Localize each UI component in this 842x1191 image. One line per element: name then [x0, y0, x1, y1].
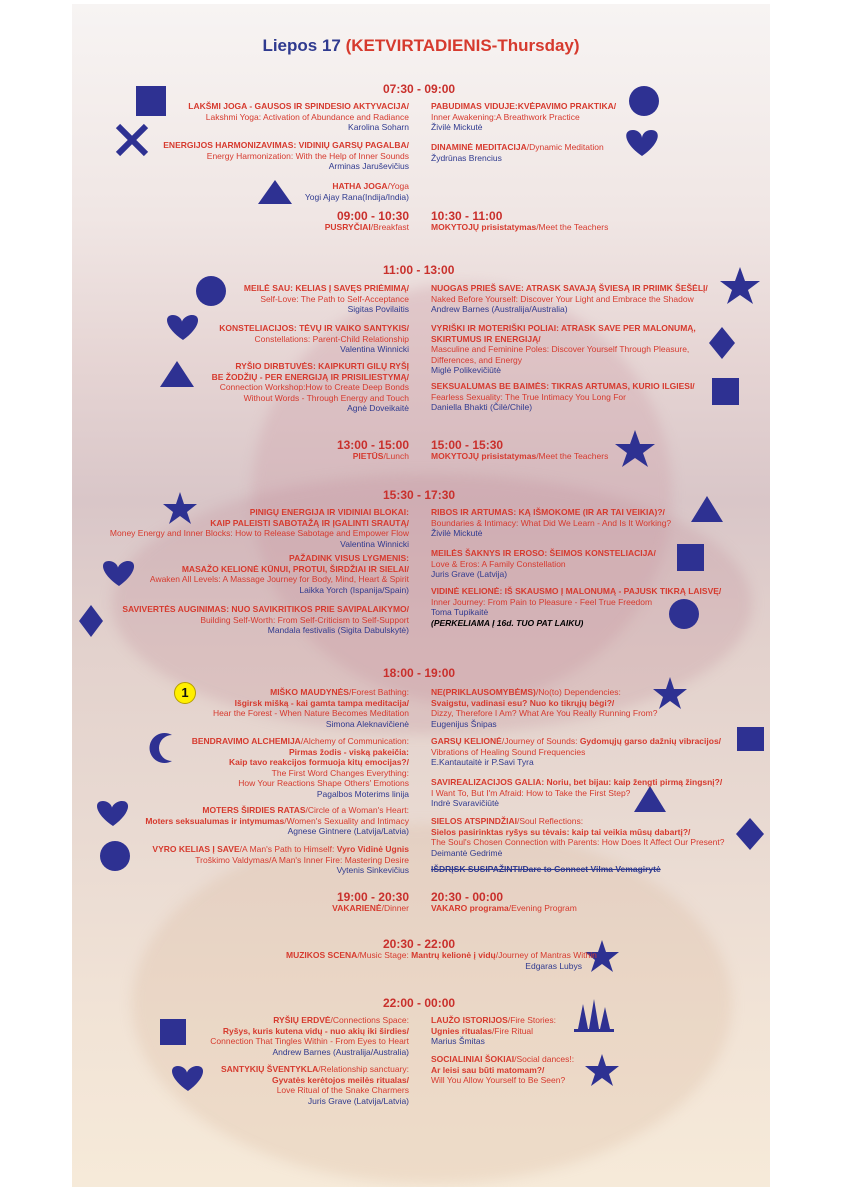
- time-slot-2200: 22:00 - 00:00: [383, 996, 456, 1010]
- session-title: VAKARIENĖ: [332, 903, 382, 913]
- time-slot-1030: 10:30 - 11:00: [431, 209, 503, 223]
- session-title-en: /Connections Space:: [330, 1015, 409, 1025]
- session-title: PABUDIMAS VIDUJE:KVĖPAVIMO PRAKTIKA/: [431, 101, 617, 111]
- session-meet-teachers: [431, 222, 608, 233]
- session-self-realization: [431, 777, 722, 809]
- square-icon: [737, 727, 764, 751]
- session-subtitle-en: /Fire Ritual: [491, 1025, 534, 1036]
- session-money-energy: [110, 507, 409, 549]
- square-icon: [677, 544, 704, 571]
- session-teacher: Juris Grave (Latvija): [431, 569, 508, 580]
- session-subtitle: /Meet the Teachers: [536, 451, 609, 461]
- heart-icon: [626, 130, 658, 156]
- session-title: SANTYKIŲ ŠVENTYKLA: [220, 1064, 319, 1074]
- session-title: VYRO KELIAS Į SAVE: [152, 844, 240, 854]
- session-self-worth: [122, 604, 409, 636]
- session-subtitle: I Want To, But I'm Afraid: How to Take the First Step?: [431, 787, 631, 798]
- session-subtitle: /Dynamic Meditation: [526, 142, 604, 152]
- session-no-dependencies: [431, 687, 657, 729]
- session-subtitle-en: /Women's Sexuality and Intimacy: [284, 815, 409, 826]
- session-title: VYRIŠKI IR MOTERIŠKI POLIAI: ATRASK SAVE PER MALONUMĄ,: [431, 323, 696, 333]
- title-date: Liepos 17: [262, 36, 341, 55]
- session-fearless-sexuality: [431, 381, 695, 413]
- session-teacher: Marius Šmitas: [431, 1036, 485, 1047]
- schedule-poster: [72, 4, 770, 1187]
- session-teacher: Valentina Winnicki: [340, 344, 409, 355]
- session-title: SEKSUALUMAS BE BAIMĖS: TIKRAS ARTUMAS, KURIO ILGIESI/: [431, 381, 695, 391]
- diamond-icon: [709, 327, 735, 359]
- session-subtitle: Naked Before Yourself: Discover Your Light and Embrace the Shadow: [431, 293, 694, 304]
- star-icon: [653, 677, 687, 709]
- session-note: (PERKELIAMA Į 16d. TUO PAT LAIKU): [431, 617, 584, 628]
- session-teacher: Toma Tupikaitė: [431, 607, 489, 618]
- session-lakshmi-yoga: [188, 101, 409, 133]
- session-masculine-feminine: [431, 323, 696, 376]
- session-title: MEILĖ SAU: KELIAS Į SAVĘS PRIĖMIMĄ/: [243, 283, 409, 293]
- session-subtitle: Connection Workshop:How to Create Deep Bonds: [219, 382, 409, 393]
- session-title: RYŠIO DIRBTUVĖS: KAIPKURTI GILŲ RYŠĮ: [235, 361, 409, 371]
- session-title-line2: SKIRTUMUS IR ENERGIJĄ/: [431, 333, 541, 344]
- session-title-line2: BE ŽODŽIŲ - PER ENERGIJĄ IR PRISILIESTYMĄ/: [211, 371, 409, 382]
- session-subtitle: Self-Love: The Path to Self-Acceptance: [260, 293, 409, 304]
- session-title: VAKARO programa: [431, 903, 509, 913]
- session-teacher: Edgaras Lubys: [525, 960, 582, 971]
- session-subtitle: Pirmas žodis - viską pakeičia:: [288, 746, 409, 757]
- time-slot-2030: 20:30 - 00:00: [431, 890, 504, 904]
- session-subtitle: /Journey of Mantras Within: [495, 950, 597, 960]
- session-title-en: /Soul Reflections:: [516, 816, 584, 826]
- square-icon: [160, 1019, 186, 1045]
- star-icon: [615, 430, 655, 467]
- session-teacher: Živilė Mickutė: [431, 528, 483, 539]
- star-icon: [720, 267, 760, 304]
- circle-icon: [100, 841, 130, 871]
- session-subtitle: Moters seksualumas ir intymumas: [145, 815, 285, 826]
- session-alchemy-communication: [192, 736, 409, 800]
- session-subtitle: Love & Eros: A Family Constellation: [431, 558, 566, 569]
- time-slot-1300: 13:00 - 15:00: [336, 438, 409, 452]
- session-teacher: Sigitas Povilaitis: [347, 304, 409, 315]
- session-title: PIETŪS: [352, 451, 384, 461]
- session-title: NE(PRIKLAUSOMYBĖMS): [431, 687, 536, 697]
- fire-icon: [574, 999, 614, 1032]
- session-subtitle: Masculine and Feminine Poles: Discover Yourself Through Pleasure,: [431, 344, 690, 355]
- triangle-icon: [691, 496, 723, 522]
- session-mans-path: [152, 844, 409, 876]
- session-title: MIŠKO MAUDYNĖS: [270, 687, 349, 697]
- session-subtitle: Lakshmi Yoga: Activation of Abundance and Radiance: [205, 111, 409, 122]
- session-title: PINIGŲ ENERGIJA IR VIDINIAI BLOKAI:: [249, 507, 409, 517]
- session-subtitle: Ugnies ritualas: [431, 1025, 492, 1036]
- session-subtitle: Constellations: Parent-Child Relationship: [254, 333, 409, 344]
- session-title-en: /No(to) Dependencies:: [535, 687, 621, 697]
- session-energy-harmonization: [163, 140, 409, 172]
- session-teacher: Mandala festivalis (Sigita Dabulskytė): [267, 625, 409, 636]
- session-title: NUOGAS PRIEŠ SAVE: ATRASK SAVAJĄ ŠVIESĄ IR PRIIMK ŠEŠĖLĮ/: [431, 283, 708, 293]
- session-title-en: /Relationship sanctuary:: [318, 1064, 409, 1074]
- session-title-en: /Social dances!:: [514, 1054, 575, 1064]
- session-subtitle: Troškimo Valdymas/A Man's Inner Fire: Mastering Desire: [195, 854, 409, 865]
- cross-icon: [118, 126, 146, 154]
- session-title-en: /Journey of Sounds:: [501, 736, 580, 746]
- session-connection-workshop: [212, 361, 409, 414]
- session-lunch: [353, 451, 409, 462]
- session-subtitle-en: Will You Allow Yourself to Be Seen?: [431, 1075, 566, 1086]
- session-title-line2: MASAŽO KELIONĖ KŪNUI, PROTUI, ŠIRDŽIAI IR SIELAI/: [181, 563, 409, 574]
- session-awaken-all-levels: [150, 553, 409, 595]
- session-teacher: Andrew Barnes (Australija/Australia): [272, 1046, 409, 1057]
- heart-icon: [103, 561, 134, 586]
- session-title: SAVIVERTĖS AUGINIMAS: NUO SAVIKRITIKOS PRIE SAVIPALAIKYMO/: [122, 604, 409, 614]
- session-subtitle: Awaken All Levels: A Massage Journey for Body, Mind, Heart & Spirit: [149, 574, 409, 585]
- session-subtitle: Ar leisi sau būti matomam?/: [431, 1064, 545, 1075]
- session-subtitle-en-line2: How Your Reactions Shape Others' Emotions: [238, 778, 409, 789]
- session-teacher: E.Kantautaitė ir P.Savi Tyra: [431, 757, 534, 768]
- session-subtitle: /Yoga: [387, 181, 409, 191]
- session-teacher: Agnė Doveikaitė: [347, 403, 409, 414]
- session-title: KONSTELIACIJOS: TĖVŲ IR VAIKO SANTYKIS/: [219, 323, 409, 333]
- session-subtitle: Money Energy and Inner Blocks: How to Release Sabotage and Empower Flow: [109, 528, 409, 539]
- session-teacher: Andrew Barnes (Australija/Australia): [431, 304, 568, 315]
- session-subtitle: Svaigstu, vadinasi esu? Nuo ko tikrųjų bėgi?/: [431, 697, 615, 708]
- session-title: RYŠIŲ ERDVĖ: [273, 1015, 331, 1025]
- session-teacher: Simona Aleknavičienė: [325, 718, 409, 729]
- session-title-part2: Noriu, bet bijau: kaip žengti pirmą žingsnį?/: [546, 777, 723, 787]
- session-teacher: Miglė Polikevičiūtė: [431, 365, 501, 376]
- session-subtitle: /Breakfast: [370, 222, 409, 232]
- session-title: MOTERS ŠIRDIES RATAS: [202, 805, 306, 815]
- session-title-en: /A Man's Path to Himself:: [239, 844, 337, 854]
- session-title: MOKYTOJŲ prisistatymas: [431, 222, 537, 232]
- session-title-line2: KAIP PALEISTI SABOTAŽĄ IR ĮGALINTI SRAUTĄ/: [210, 517, 409, 528]
- session-dynamic-meditation: [431, 142, 604, 163]
- session-soul-reflections: [431, 816, 724, 858]
- session-love-eros: [431, 548, 656, 580]
- session-title-part2: Mantrų kelionė į vidų: [411, 950, 496, 960]
- session-teacher: Indrė Svaravičiūtė: [431, 798, 500, 809]
- square-icon: [712, 378, 739, 405]
- session-constellations: [219, 323, 409, 355]
- session-subtitle-line2: Kaip tavo reakcijos formuoja kitų emocijas?/: [229, 757, 409, 768]
- session-title: SOCIALINIAI ŠOKIAI: [431, 1054, 515, 1064]
- star-icon: [585, 1054, 619, 1086]
- session-teacher: Vytenis Sinkevičius: [336, 865, 409, 876]
- session-teacher: Valentina Winnicki: [340, 538, 409, 549]
- session-dinner: [332, 903, 409, 914]
- session-inner-awakening: [431, 101, 616, 133]
- session-title: PAŽADINK VISUS LYGMENIS:: [289, 553, 409, 563]
- time-slot-1500: 15:00 - 15:30: [431, 438, 504, 452]
- triangle-icon: [160, 361, 194, 387]
- session-dare-to-connect-cancelled: [431, 864, 661, 875]
- session-title-part2: Vyro Vidinė Ugnis: [336, 844, 409, 854]
- session-title-en: /Music Stage:: [357, 950, 412, 960]
- session-teacher: Yogi Ajay Rana(Indija/India): [304, 191, 409, 202]
- session-subtitle: Boundaries & Intimacy: What Did We Learn - And Is It Working?: [431, 517, 672, 528]
- session-title: SIELOS ATSPINDŽIAI: [431, 816, 517, 826]
- session-title-en: /Forest Bathing:: [348, 687, 409, 697]
- time-slot-0730: 07:30 - 09:00: [383, 82, 456, 96]
- session-naked-before-yourself: [431, 283, 708, 315]
- session-subtitle-line2: Differences, and Energy: [431, 354, 523, 365]
- session-teacher: Pagalbos Moterims linija: [316, 788, 409, 799]
- session-title: RIBOS IR ARTUMAS: KĄ IŠMOKOME (IR AR TAI VEIKIA)?/: [431, 507, 665, 517]
- session-self-love: [244, 283, 409, 315]
- session-title: PUSRYČIAI: [324, 222, 371, 232]
- session-subtitle: /Lunch: [383, 451, 409, 461]
- session-subtitle: Ryšys, kuris kutena vidų - nuo akių iki širdies/: [222, 1025, 409, 1036]
- session-relationship-sanctuary: [221, 1064, 409, 1106]
- session-subtitle: Building Self-Worth: From Self-Criticism to Self-Support: [200, 614, 409, 625]
- session-meet-teachers-2: [431, 451, 608, 462]
- triangle-icon: [258, 180, 292, 204]
- session-title-part2: Gydomųjų garso dažnių vibracijos/: [579, 736, 722, 746]
- session-womans-heart: [145, 805, 409, 837]
- session-teacher: Agnese Gintnere (Latvija/Latvia): [287, 826, 409, 837]
- moon-icon: [150, 733, 172, 763]
- session-title: GARSŲ KELIONĖ: [431, 736, 502, 746]
- session-teacher: Laikka Yorch (Ispanija/Spain): [299, 584, 409, 595]
- session-subtitle: /Meet the Teachers: [536, 222, 609, 232]
- session-title: BENDRAVIMO ALCHEMIJA: [191, 736, 301, 746]
- session-subtitle: Energy Harmonization: With the Help of Inner Sounds: [206, 150, 409, 161]
- heart-icon: [172, 1066, 203, 1091]
- session-title: MOKYTOJŲ prisistatymas: [431, 451, 537, 461]
- session-title: LAUŽO ISTORIJOS: [431, 1015, 508, 1025]
- session-subtitle-en: The First Word Changes Everything:: [271, 767, 409, 778]
- session-forest-bathing: [213, 687, 409, 729]
- session-connections-space: [210, 1015, 409, 1057]
- session-title: IŠDRĮSK SUSIPAŽINTI/Dare to Connect Vilma Vemagirytė: [431, 864, 661, 874]
- session-title-en: /Fire Stories:: [507, 1015, 557, 1025]
- session-subtitle-en: Dizzy, Therefore I Am? What Are You Really Running From?: [431, 708, 658, 719]
- session-subtitle-en: The Soul's Chosen Connection with Parents: How Does It Affect Our Present?: [431, 837, 725, 848]
- time-slot-2030-music: 20:30 - 22:00: [383, 937, 456, 951]
- time-slot-1530: 15:30 - 17:30: [383, 488, 456, 502]
- session-title: MUZIKOS SCENA: [286, 950, 358, 960]
- session-subtitle-en: Hear the Forest - When Nature Becomes Meditation: [212, 708, 409, 719]
- session-subtitle: Fearless Sexuality: The True Intimacy You Long For: [431, 391, 626, 402]
- session-subtitle: Sielos pasirinktas ryšys su tėvais: kaip tai veikia mūsų dabartį?/: [431, 826, 691, 837]
- session-teacher: Žydrūnas Brencius: [431, 152, 502, 163]
- session-subtitle-en: Connection That Tingles Within - From Eyes to Heart: [210, 1036, 409, 1047]
- session-teacher: Juris Grave (Latvija/Latvia): [307, 1095, 409, 1106]
- time-slot-0900: 09:00 - 10:30: [336, 209, 409, 223]
- session-title: VIDINĖ KELIONĖ: IŠ SKAUSMO Į MALONUMĄ - PAJUSK TIKRĄ LAISVĘ/: [431, 586, 722, 596]
- number-badge: 1: [174, 682, 196, 704]
- session-subtitle: Inner Journey: From Pain to Pleasure - Feel True Freedom: [431, 596, 653, 607]
- session-title: HATHA JOGA: [332, 181, 388, 191]
- session-title: LAKŠMI JOGA - GAUSOS IR SPINDESIO AKTYVACIJA/: [188, 101, 409, 111]
- session-journey-of-sounds: [431, 736, 721, 768]
- session-evening-program: [431, 903, 577, 914]
- session-subtitle: Vibrations of Healing Sound Frequencies: [431, 746, 586, 757]
- session-inner-journey: [431, 586, 721, 628]
- heart-icon: [97, 801, 128, 826]
- session-subtitle: Išgirsk mišką - kai gamta tampa meditacija/: [234, 697, 409, 708]
- session-subtitle-en: Love Ritual of the Snake Charmers: [276, 1085, 409, 1096]
- session-teacher: Eugenijus Šnipas: [431, 718, 497, 729]
- time-slot-1900: 19:00 - 20:30: [336, 890, 409, 904]
- session-subtitle: Gyvatės kerėtojos meilės ritualas/: [271, 1074, 409, 1085]
- session-music-stage: [286, 950, 597, 971]
- time-slot-1100: 11:00 - 13:00: [383, 263, 455, 277]
- session-teacher: Arminas Jaruševičius: [328, 161, 409, 172]
- session-subtitle: /Dinner: [381, 903, 409, 913]
- session-boundaries-intimacy: [431, 507, 671, 539]
- circle-icon: [629, 86, 659, 116]
- session-title: DINAMINĖ MEDITACIJA: [431, 142, 527, 152]
- session-subtitle: /Evening Program: [508, 903, 577, 913]
- diamond-icon: [736, 818, 764, 850]
- heart-icon: [167, 315, 198, 340]
- session-social-dances: [431, 1054, 574, 1086]
- session-subtitle-line2: Without Words - Through Energy and Touch: [243, 392, 409, 403]
- session-teacher: Daniella Bhakti (Čilė/Chile): [431, 402, 533, 413]
- session-teacher: Deimantė Gedrimė: [431, 847, 503, 858]
- circle-icon: [196, 276, 226, 306]
- diamond-icon: [79, 605, 103, 637]
- session-title: MEILĖS ŠAKNYS IR EROSO: ŠEIMOS KONSTELIACIJA/: [431, 548, 656, 558]
- session-teacher: Živilė Mickutė: [431, 122, 483, 133]
- session-hatha-yoga: [305, 181, 409, 202]
- session-title-en: /Alchemy of Communication:: [300, 736, 409, 746]
- title-day: (KETVIRTADIENIS-Thursday): [345, 36, 580, 55]
- session-breakfast: [325, 222, 409, 233]
- session-title: SAVIREALIZACIJOS GALIA:: [431, 777, 547, 787]
- square-icon: [136, 86, 166, 116]
- session-teacher: Karolina Soharn: [348, 122, 409, 133]
- session-subtitle: Inner Awakening:A Breathwork Practice: [431, 111, 580, 122]
- session-fire-stories: [431, 1015, 556, 1047]
- time-slot-1800: 18:00 - 19:00: [383, 666, 456, 680]
- session-title-en: /Circle of a Woman's Heart:: [305, 805, 409, 815]
- session-title: ENERGIJOS HARMONIZAVIMAS: VIDINIŲ GARSŲ PAGALBA/: [163, 140, 409, 150]
